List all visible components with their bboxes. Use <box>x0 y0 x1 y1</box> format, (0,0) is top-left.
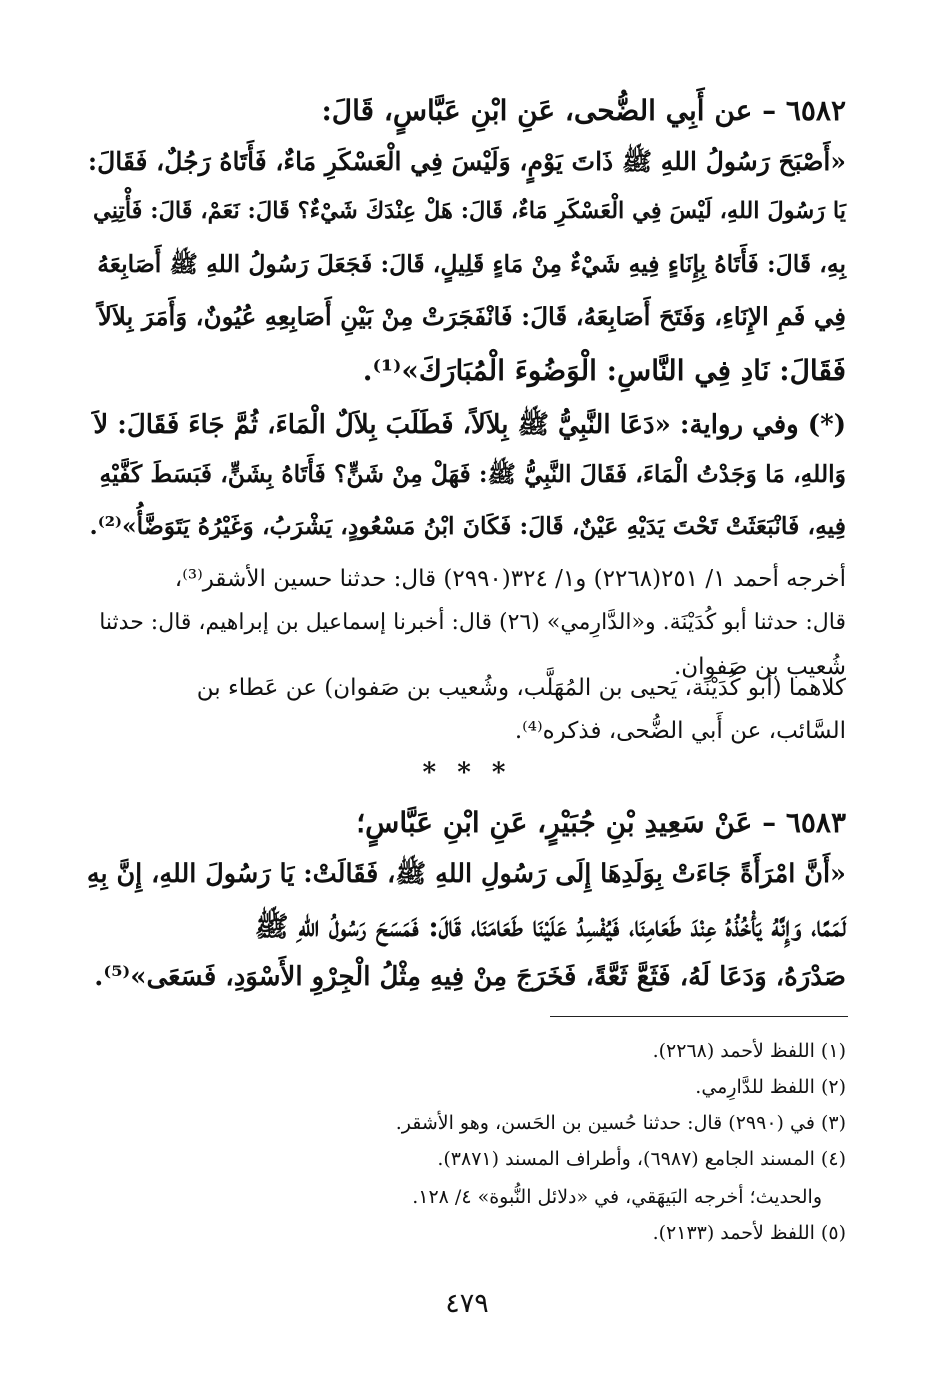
hadith-text-line: بِهِ، قَالَ: فَأَتَاهُ بِإِنَاءٍ فِيهِ شَيْءٌ مِنْ مَاءٍ قَلِيلٍ، قَالَ: فَجَعَلَ رَسُولُ اللهِ ﷺ أَصَابِعَهُ <box>97 250 846 278</box>
footnote: (٤) المسند الجامع (٦٩٨٧)، وأطراف المسند (٣٨٧١). <box>437 1148 846 1170</box>
hadith-text-line: صَدْرَهُ، وَدَعَا لَهُ، فَثَعَّ ثَعَّةً، فَخَرَجَ مِنْ فِيهِ مِثْلُ الْجِرْوِ الأَسْوَدِ، فَسَعَى»⁽⁵⁾. <box>94 962 846 992</box>
variant-narration-line: (*) وفي رواية: «دَعَا النَّبِيُّ ﷺ بِلاَلاً، فَطَلَبَ بِلاَلٌ الْمَاءَ، ثُمَّ جَاءَ فَقَالَ: لاَ <box>93 410 846 440</box>
hadith-text-line: «أَنَّ امْرَأَةً جَاءَتْ بِوَلَدِهَا إِلَى رَسُولِ اللهِ ﷺ، فَقَالَتْ: يَا رَسُولَ اللهِ، إِنَّ بِهِ <box>86 859 846 889</box>
footnote: (٥) اللفظ لأحمد (٢١٣٣). <box>652 1222 846 1244</box>
hadith-text-line: لَمَمًا، وَإِنَّهُ يَأْخُذُهُ عِنْدَ طَعَامِنَا، فَيُفْسِدُ عَلَيْنَا طَعَامَنَا، قَالَ: فَمَسَحَ رَسُولُ اللهِ ﷺ <box>254 910 846 943</box>
takhrij-line: أخرجه أحمد ١/ ٢٥١(٢٢٦٨) و١/ ٣٢٤(٢٩٩٠) قال: حدثنا حسين الأشقر⁽³⁾، <box>174 566 846 592</box>
hadith-6583-heading: ٦٥٨٣ – عَنْ سَعِيدِ بْنِ جُبَيْرٍ، عَنِ ابْنِ عَبَّاسٍ؛ <box>356 806 846 839</box>
section-separator: * * * <box>422 758 512 788</box>
page-number: ٤٧٩ <box>445 1288 489 1319</box>
hadith-text-line: يَا رَسُولَ اللهِ، لَيْسَ فِي الْعَسْكَرِ مَاءٌ، قَالَ: هَلْ عِنْدَكَ شَيْءٌ؟ قَالَ: نَعَمْ، قَالَ: فَأْتِنِي <box>93 198 846 224</box>
hadith-text-line: فِي فَمِ الإِنَاءِ، وَفَتَحَ أَصَابِعَهُ، قَالَ: فَانْفَجَرَتْ مِنْ بَيْنِ أَصَابِعِهِ عُيُونٌ، وَأَمَرَ بِلاَلاً <box>97 302 846 331</box>
chain-summary-line: السَّائب، عن أَبي الضُّحى، فذكره⁽⁴⁾. <box>514 718 846 744</box>
hadith-6582-heading: ٦٥٨٢ – عن أَبِي الضُّحى، عَنِ ابْنِ عَبَّاسٍ، قَالَ: <box>321 94 846 127</box>
chain-summary-line: كلاهما (أبو كُدَيْنَة، يَحيى بن المُهَلَّب، وشُعيب بن صَفوان) عن عَطاء بن <box>196 675 846 701</box>
footnote: (١) اللفظ لأحمد (٢٢٦٨). <box>652 1040 846 1062</box>
footnote-continuation: والحديث؛ أخرجه البَيهَقي، في «دلائل النُّبوة» ٤/ ١٢٨. <box>412 1186 822 1208</box>
footnote-divider <box>550 1016 848 1017</box>
footnote: (٣) في (٢٩٩٠) قال: حدثنا حُسين بن الحَسن، وهو الأشقر. <box>395 1112 846 1134</box>
hadith-text-line: فَقَالَ: نَادِ فِي النَّاسِ: الْوَضُوءَ الْمُبَارَكَ»⁽¹⁾. <box>362 354 846 387</box>
variant-narration-line: فِيهِ، فَانْبَعَثَتْ تَحْتَ يَدَيْهِ عَيْنٌ، قَالَ: فَكَانَ ابْنُ مَسْعُودٍ، يَشْرَبُ، وَغَيْرُهُ يَتَوَضَّأُ»⁽²⁾. <box>89 512 846 540</box>
takhrij-line: قال: حدثنا أبو كُدَيْنَة. و«الدَّارِمي» (٢٦) قال: أخبرنا إسماعيل بن إبراهيم، قال: حدثنا <box>99 610 846 635</box>
hadith-text-line: «أَصْبَحَ رَسُولُ اللهِ ﷺ ذَاتَ يَوْمٍ، وَلَيْسَ فِي الْعَسْكَرِ مَاءٌ، فَأَتَاهُ رَجُلٌ، فَقَالَ: <box>87 147 846 176</box>
takhrij-line: شُعيب بن صَفوان. <box>673 654 846 680</box>
footnote: (٢) اللفظ للدَّارِمي. <box>695 1076 846 1098</box>
variant-narration-line: وَاللهِ، مَا وَجَدْتُ الْمَاءَ، فَقَالَ النَّبِيُّ ﷺ: فَهَلْ مِنْ شَنٍّ؟ فَأَتَاهُ بِشَنٍّ، فَبَسَطَ كَفَّيْهِ <box>99 460 846 488</box>
